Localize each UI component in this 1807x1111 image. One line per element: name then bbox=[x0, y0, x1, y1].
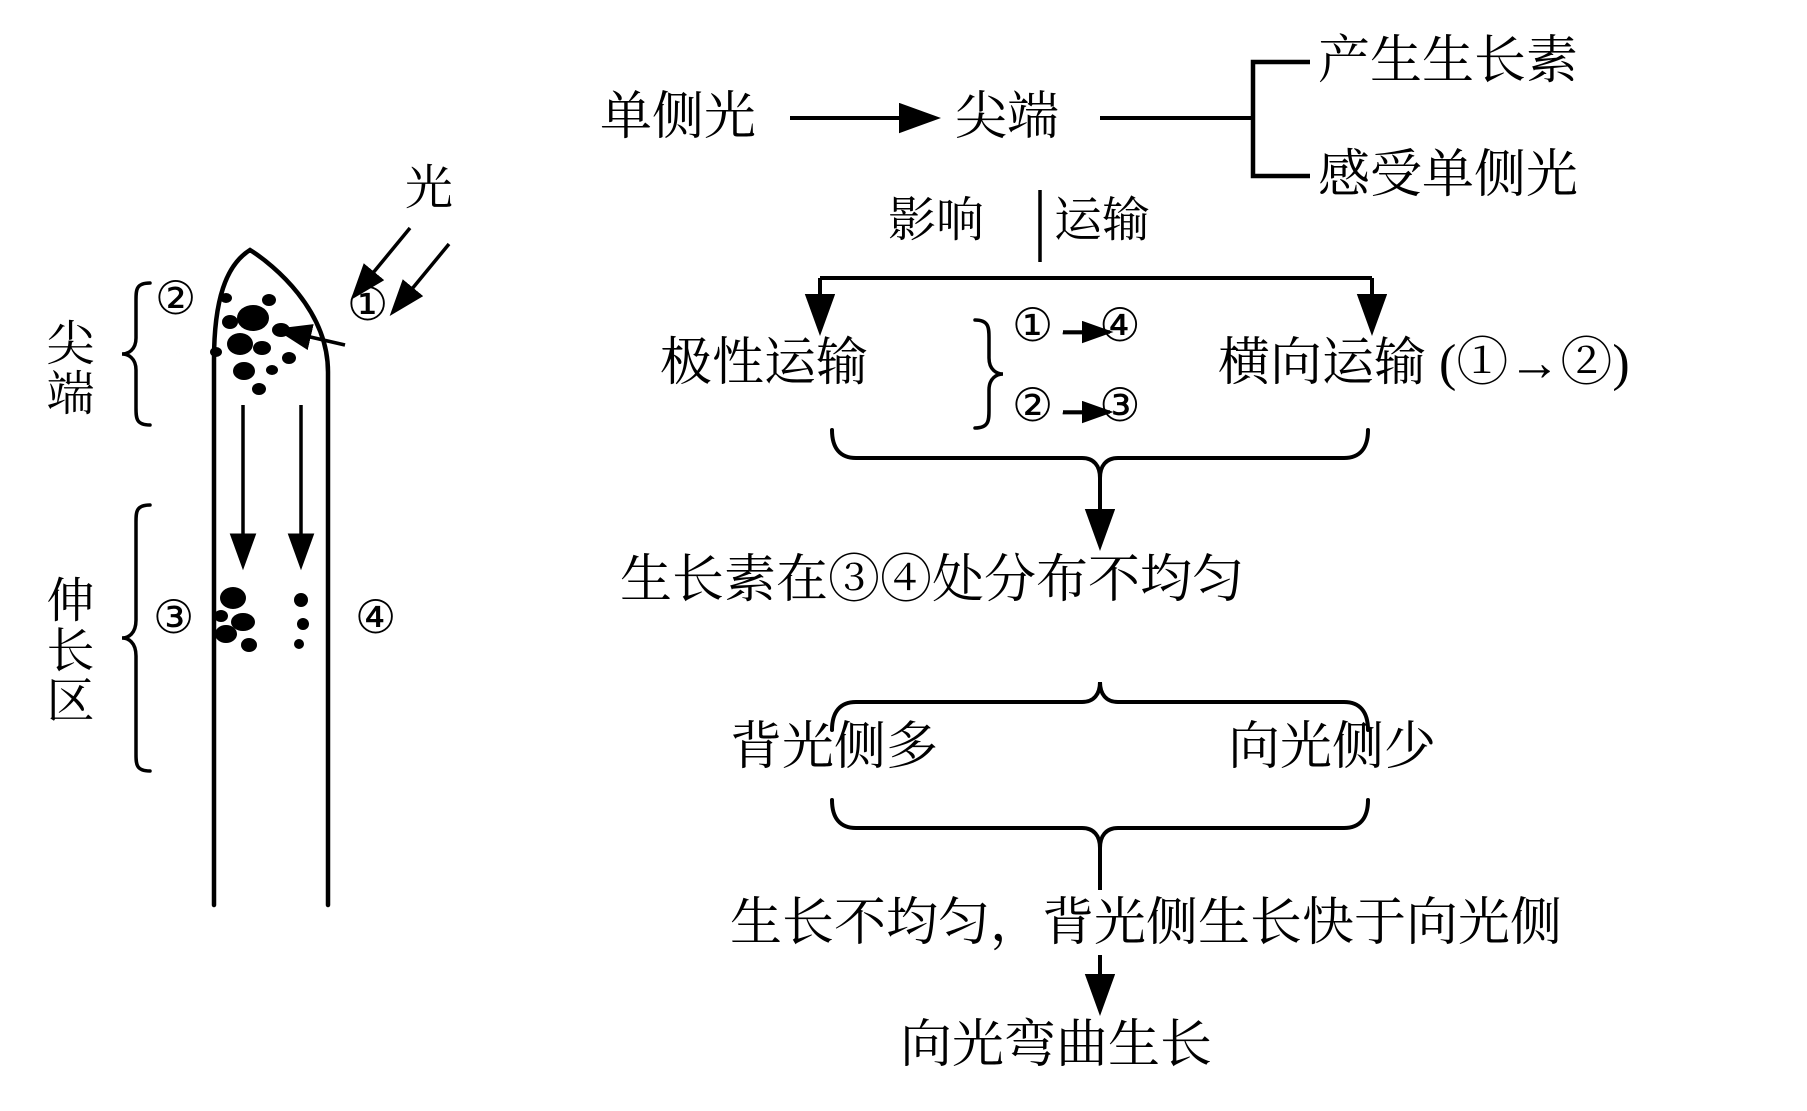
marker-2-left: ② bbox=[155, 273, 197, 324]
region-label-tip: 尖端 bbox=[38, 318, 92, 418]
flow-label-influence: 影响 bbox=[888, 194, 985, 247]
flow-node-polar-transport: 极性运输 bbox=[660, 335, 869, 392]
flow-source-unilateral-light: 单侧光 bbox=[600, 89, 757, 146]
flow-node-tip: 尖端 bbox=[955, 89, 1060, 146]
marker-1-left: ① bbox=[347, 279, 389, 330]
region-label-elongation: 伸长区 bbox=[38, 575, 92, 725]
flow-node-uneven-growth: 生长不均匀，背光侧生长快于向光侧 bbox=[730, 895, 1563, 952]
flow-node-shaded-side-more: 背光侧多 bbox=[730, 719, 939, 776]
light-label: 光 bbox=[405, 162, 454, 215]
flow-polar-pair-bottom: ②→③ bbox=[1012, 380, 1141, 431]
flow-node-lit-side-less: 向光侧少 bbox=[1228, 719, 1437, 776]
marker-4-left: ④ bbox=[355, 592, 397, 643]
flow-branch-produce-auxin: 产生生长素 bbox=[1318, 33, 1579, 90]
flow-polar-pair-top: ①→④ bbox=[1012, 300, 1141, 351]
flow-node-uneven-distribution: 生长素在③④处分布不均匀 bbox=[620, 552, 1245, 609]
flow-branch-sense-light: 感受单侧光 bbox=[1318, 147, 1579, 204]
flow-label-transport: 运输 bbox=[1054, 194, 1151, 247]
flow-node-lateral-transport: 横向运输 (①→②) bbox=[1218, 335, 1630, 392]
marker-3-left: ③ bbox=[153, 592, 195, 643]
flow-node-bend-toward-light: 向光弯曲生长 bbox=[900, 1017, 1213, 1074]
